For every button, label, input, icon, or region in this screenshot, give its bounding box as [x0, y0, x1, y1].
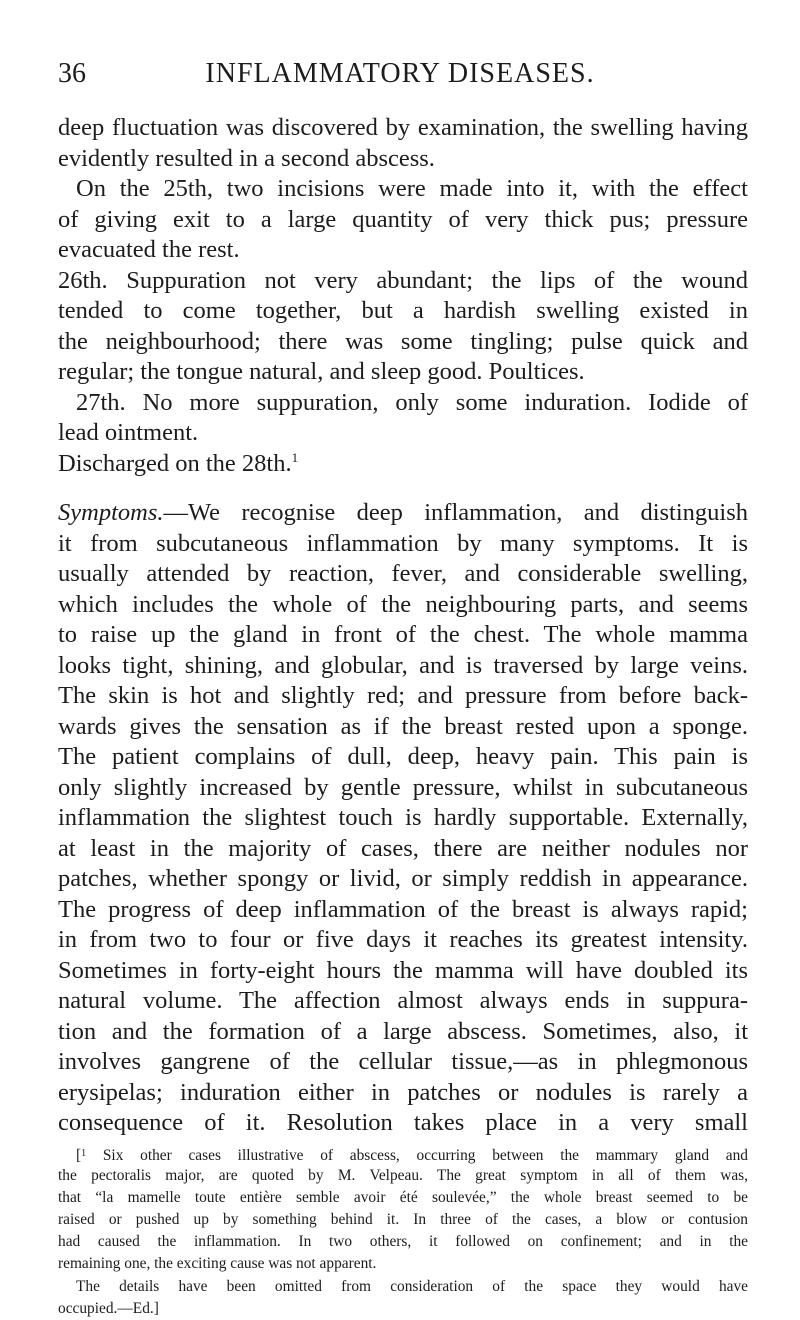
main-text: [58, 113, 748, 1320]
body-line: evidently resulted in a second abscess.: [58, 144, 748, 175]
body-line: deep fluctuation was discovered by examination, the swelling having: [58, 113, 748, 144]
footnote-text: Six other cases illustrative of abscess, occurring between the mammary gland and: [103, 1147, 748, 1164]
body-line: The progress of deep inflammation of the breast is always rapid;: [58, 895, 748, 926]
discharged-text: Discharged on the 28th.: [58, 450, 292, 477]
body-line: The patient complains of dull, deep, heavy pain. This pain is: [58, 742, 748, 773]
body-line: wards gives the sensation as if the breast rested upon a sponge.: [58, 712, 748, 743]
symptoms-text: —We recognise deep inflammation, and distinguish: [163, 499, 748, 526]
page-header: [0, 56, 800, 92]
body-line: it from subcutaneous inflammation by many symptoms. It is: [58, 529, 748, 560]
body-line: regular; the tongue natural, and sleep good. Poultices.: [58, 357, 748, 388]
body-line: [58, 449, 748, 480]
body-line: usually attended by reaction, fever, and considerable swelling,: [58, 559, 748, 590]
body-line: On the 25th, two incisions were made into it, with the effect: [58, 174, 748, 205]
body-line: looks tight, shining, and globular, and is traversed by large veins.: [58, 651, 748, 682]
body-line: at least in the majority of cases, there are neither nodules nor: [58, 834, 748, 865]
footnote-line: that “la mamelle toute entière semble avoir été soulevée,” the whole breast seemed to be: [58, 1187, 748, 1209]
body-line: 26th. Suppuration not very abundant; the lips of the wound: [58, 266, 748, 297]
body-line: tion and the formation of a large abscess. Sometimes, also, it: [58, 1017, 748, 1048]
body-line: evacuated the rest.: [58, 235, 748, 266]
footnote-line: had caused the inflammation. In two others, it followed on confinement; and in the: [58, 1231, 748, 1253]
footnote-marker: 1: [81, 1148, 86, 1159]
footnote-bracket: [: [76, 1147, 81, 1164]
footnote-line: remaining one, the exciting cause was not apparent.: [58, 1253, 748, 1275]
footnote-line: the pectoralis major, are quoted by M. Velpeau. The great symptom in all of them was,: [58, 1165, 748, 1187]
body-line: of giving exit to a large quantity of very thick pus; pressure: [58, 205, 748, 236]
body-line: 27th. No more suppuration, only some induration. Iodide of: [58, 388, 748, 419]
body-line: The skin is hot and slightly red; and pressure from before back-: [58, 681, 748, 712]
symptoms-line: [58, 498, 748, 529]
body-line: patches, whether spongy or livid, or simply reddish in appearance.: [58, 864, 748, 895]
body-line: erysipelas; induration either in patches or nodules is rarely a: [58, 1078, 748, 1109]
symptoms-heading: Symptoms.: [58, 499, 163, 526]
page-number: 36: [58, 56, 86, 92]
body-line: tended to come together, but a hardish swelling existed in: [58, 296, 748, 327]
body-line: the neighbourhood; there was some tingling; pulse quick and: [58, 327, 748, 358]
body-line: involves gangrene of the cellular tissue,—as in phlegmonous: [58, 1047, 748, 1078]
body-line: in from two to four or five days it reaches its greatest intensity.: [58, 925, 748, 956]
body-line: Sometimes in forty-eight hours the mamma will have doubled its: [58, 956, 748, 987]
paragraph-gap: [58, 479, 748, 498]
body-line: lead ointment.: [58, 418, 748, 449]
body-line: inflammation the slightest touch is hardly supportable. Externally,: [58, 803, 748, 834]
footnote-line: The details have been omitted from consideration of the space they would have: [58, 1276, 748, 1298]
footnote-line: raised or pushed up by something behind it. In three of the cases, a blow or contusion: [58, 1209, 748, 1231]
footnote: [58, 1143, 748, 1320]
body-line: only slightly increased by gentle pressure, whilst in subcutaneous: [58, 773, 748, 804]
body-line: natural volume. The affection almost always ends in suppura-: [58, 986, 748, 1017]
body-line: to raise up the gland in front of the chest. The whole mamma: [58, 620, 748, 651]
footnote-line: [58, 1143, 748, 1165]
running-title: INFLAMMATORY DISEASES.: [0, 56, 800, 92]
body-line: consequence of it. Resolution takes place in a very small: [58, 1108, 748, 1139]
body-line: which includes the whole of the neighbouring parts, and seems: [58, 590, 748, 621]
footnote-reference: 1: [292, 449, 299, 464]
footnote-line: occupied.—Ed.]: [58, 1298, 748, 1320]
